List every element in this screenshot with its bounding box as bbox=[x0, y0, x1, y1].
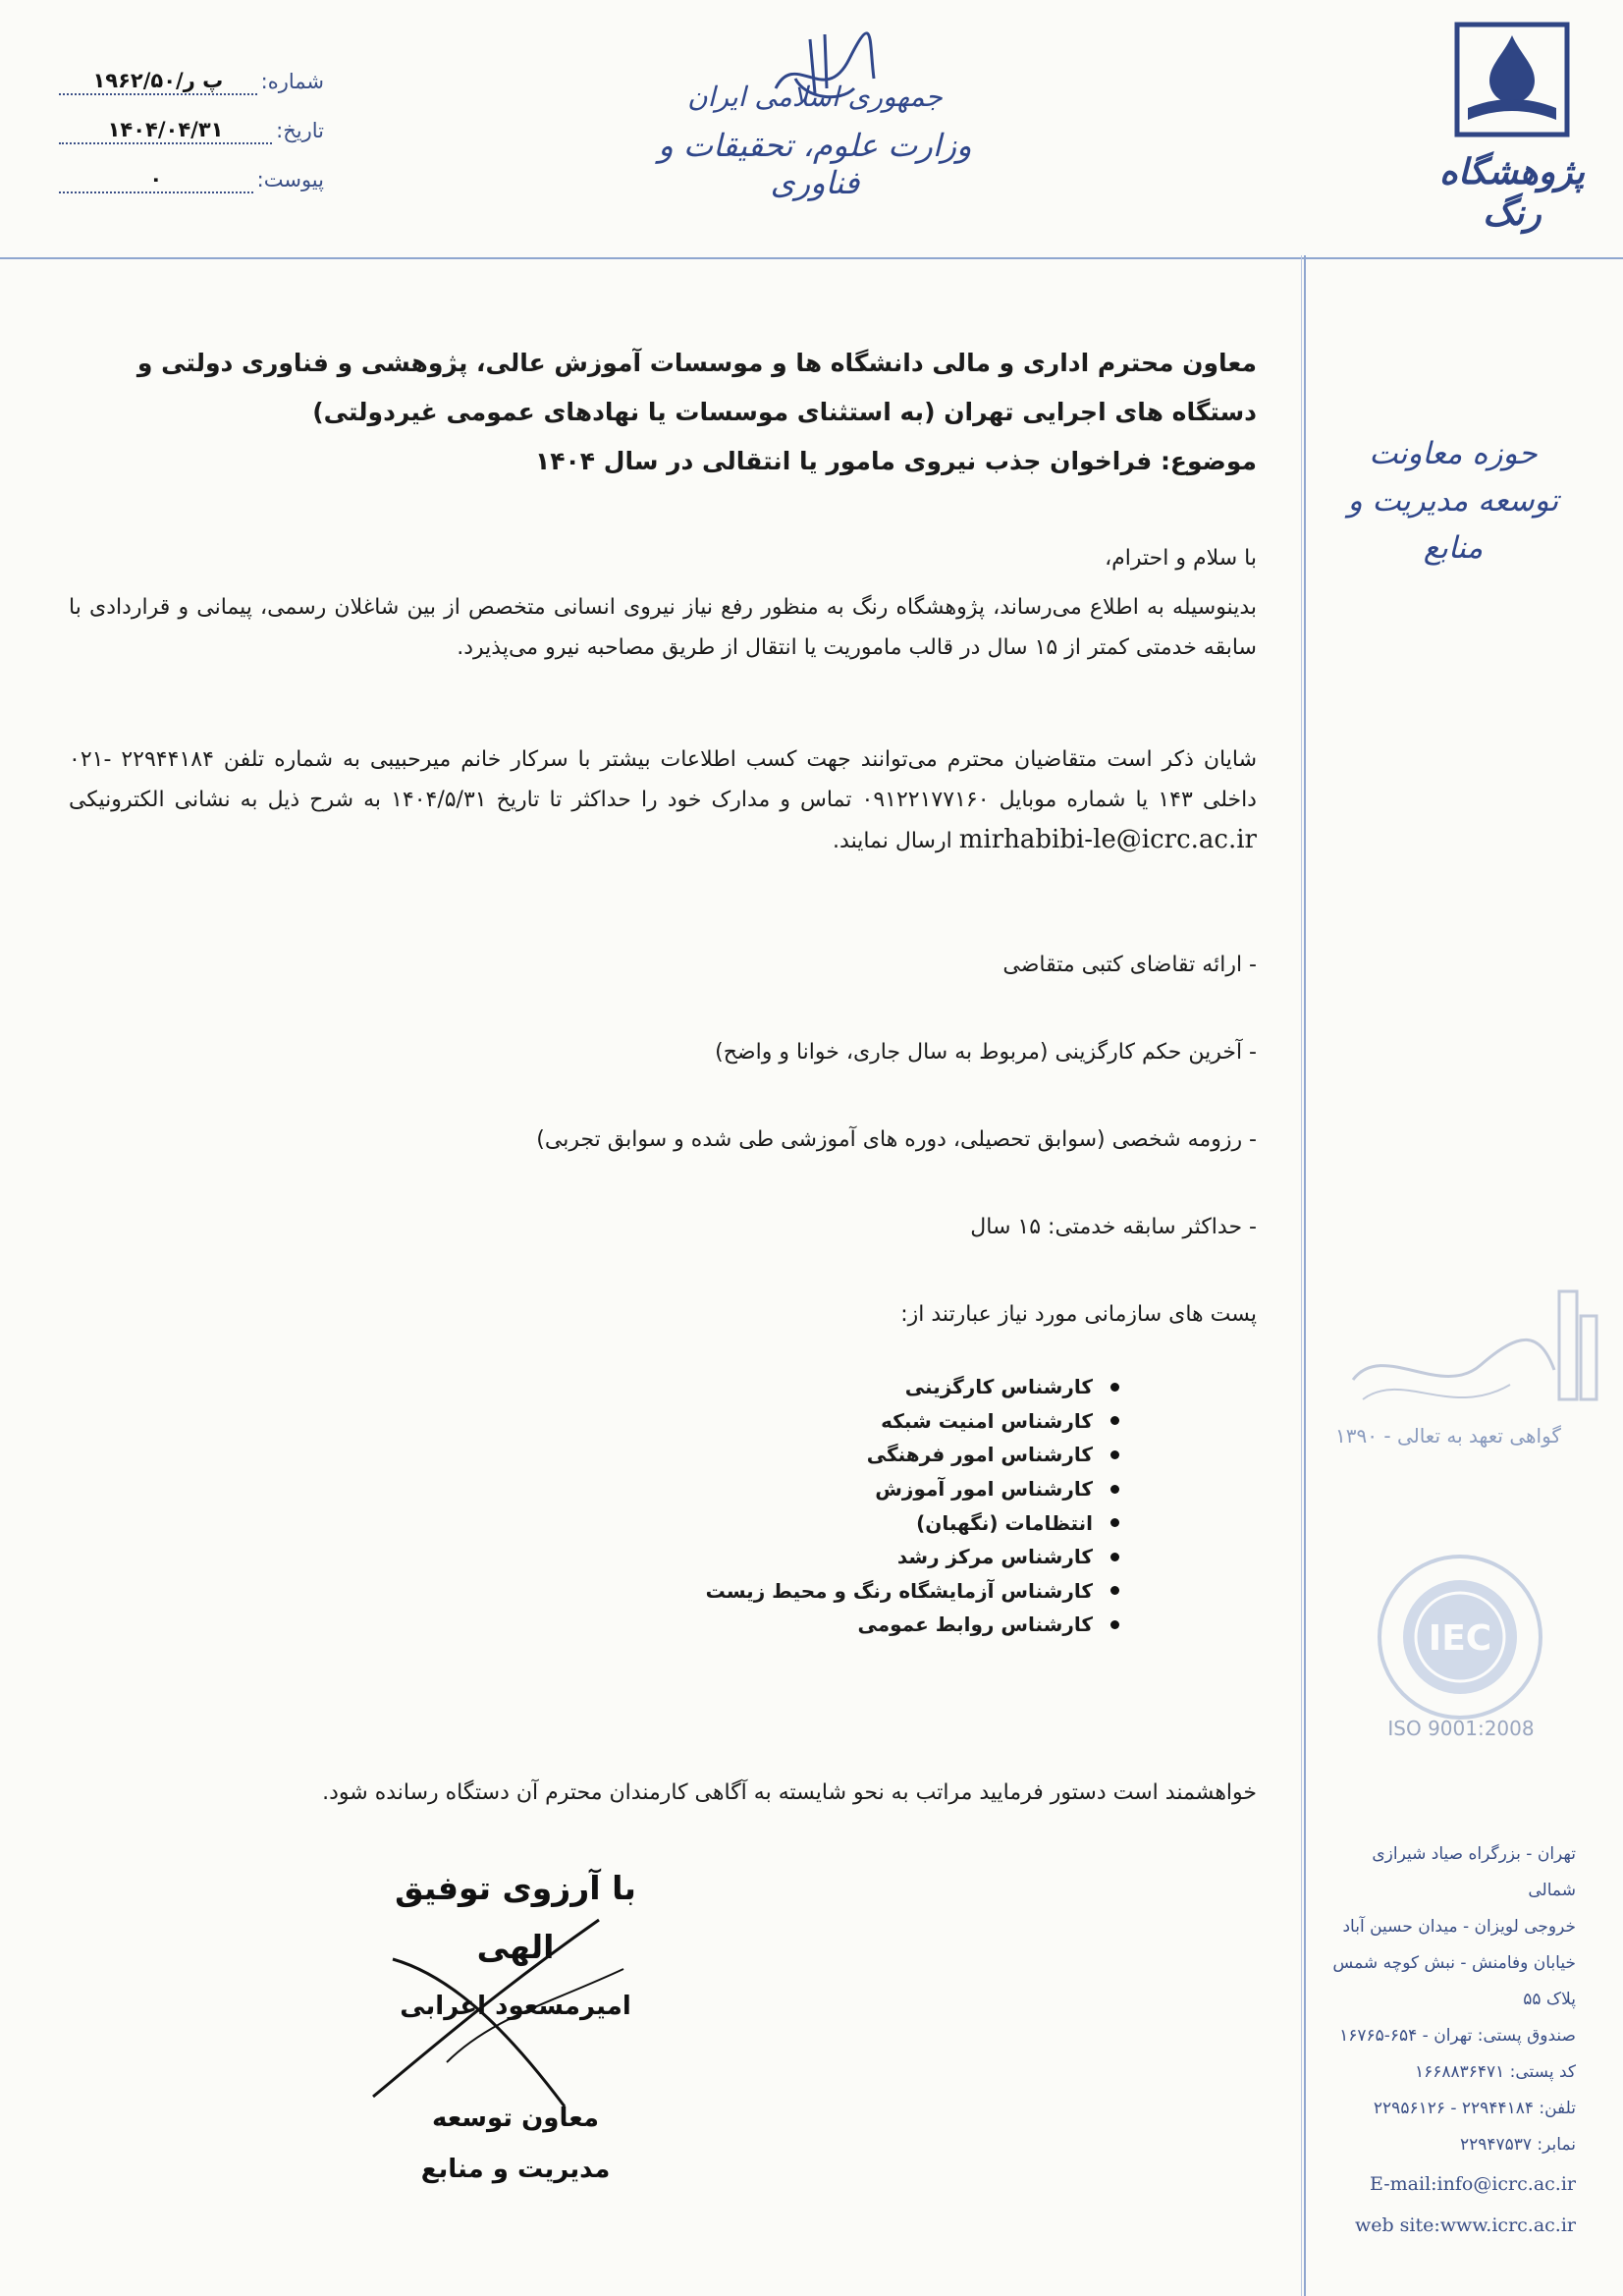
attachment-label: پیوست: bbox=[256, 168, 324, 191]
subject-line: موضوع: فراخوان جذب نیروی مامور یا انتقالی در سال ۱۴۰۴ bbox=[535, 447, 1257, 475]
requirement-item: - آخرین حکم کارگزینی (مربوط به سال جاری، خوانا و واضح) bbox=[715, 1040, 1257, 1065]
requirement-item: - ارائه تقاضای کتبی متقاضی bbox=[1002, 953, 1257, 977]
position-item bbox=[442, 1574, 1119, 1609]
position-label: کارشناس امور فرهنگی bbox=[866, 1443, 1093, 1467]
department-title bbox=[1321, 430, 1586, 572]
sidebar-divider-inner bbox=[1301, 255, 1302, 2296]
paragraph-contact-text: شایان ذکر است متقاضیان محترم می‌توانند جهت کسب اطلاعات بیشتر با سرکار خانم میرحبیبی به شماره تلفن ۲۲۹۴۴۱۸۴ -۰۲۱ داخلی ۱۴۳ یا شماره موبایل ۰۹۱۲۲۱۷۷۱۶۰ تماس و مدارک خود را حداکثر تا تاریخ ۱۴۰۴/۵/۳۱ به شرح ذیل به نشانی الکترونیکی bbox=[69, 747, 1258, 812]
greeting: با سلام و احترام، bbox=[1105, 546, 1257, 571]
iso-certification: ISO 9001:2008 bbox=[1387, 1717, 1535, 1740]
bullet-icon bbox=[1110, 1485, 1119, 1494]
phone: تلفن: ۲۲۹۴۴۱۸۴ - ۲۲۹۵۶۱۲۶ bbox=[1373, 2099, 1576, 2118]
po-box: صندوق پستی: تهران - ۶۵۴-۱۶۷۶۵ bbox=[1339, 2026, 1576, 2046]
certificate-caption: گواهی تعهد به تعالی - ۱۳۹۰ bbox=[1335, 1424, 1561, 1448]
postal-code: کد پستی: ۱۶۶۸۸۳۶۴۷۱ bbox=[1414, 2062, 1576, 2082]
department-line1: حوزه معاونت bbox=[1369, 436, 1538, 471]
position-label: کارشناس روابط عمومی bbox=[857, 1613, 1093, 1637]
position-item bbox=[442, 1505, 1119, 1540]
position-item bbox=[442, 1540, 1119, 1574]
number-value: ۱۹۶۲/۵۰/پ ر bbox=[59, 68, 257, 95]
closing-request: خواهشمند است دستور فرمایید مراتب به نحو شایسته به آگاهی کارمندان محترم آن دستگاه رسانده شود. bbox=[322, 1780, 1257, 1805]
position-label: کارشناس آزمایشگاه رنگ و محیط زیست bbox=[705, 1578, 1093, 1603]
paragraph-intro: بدینوسیله به اطلاع می‌رساند، پژوهشگاه رنگ به منظور رفع نیاز نیروی انسانی متخصص از بین شاغلان رسمی، پیمانی و قراردادی با سابقه خدمتی کمتر از ۱۵ سال در قالب ماموریت یا انتقال از طریق مصاحبه نیرو می‌پذیرد. bbox=[69, 595, 1257, 660]
signatory-title-line1: معاون توسعه bbox=[431, 2104, 599, 2133]
department-line2: توسعه مدیریت و منابع bbox=[1347, 483, 1559, 566]
position-item bbox=[442, 1438, 1119, 1472]
recipient-block bbox=[69, 339, 1257, 486]
ministry-line2: وزارت علوم، تحقیقات و فناوری bbox=[658, 127, 972, 201]
bullet-icon bbox=[1110, 1518, 1119, 1527]
sidebar-divider bbox=[1304, 255, 1306, 2296]
signature-block bbox=[353, 1859, 677, 2197]
date-label: تاریخ: bbox=[276, 119, 324, 142]
positions-list bbox=[442, 1370, 1119, 1642]
attachment-row bbox=[59, 155, 324, 204]
bullet-icon bbox=[1110, 1450, 1119, 1459]
institute-emblem-icon bbox=[1454, 22, 1570, 137]
paragraph-contact-end: ارسال نمایند. bbox=[833, 829, 952, 853]
position-item bbox=[442, 1472, 1119, 1506]
number-row bbox=[59, 57, 324, 106]
institute-website-link[interactable]: web site:www.icrc.ac.ir bbox=[1354, 2214, 1576, 2236]
attachment-value: ۰ bbox=[59, 166, 253, 193]
iec-seal-icon bbox=[1375, 1552, 1546, 1723]
institute-name: پژوهشگاه رنگ bbox=[1438, 151, 1586, 234]
position-label: کارشناس کارگزینی bbox=[904, 1375, 1093, 1399]
bullet-icon bbox=[1110, 1383, 1119, 1392]
position-item bbox=[442, 1608, 1119, 1642]
position-item bbox=[442, 1404, 1119, 1439]
positions-intro: پست های سازمانی مورد نیاز عبارتند از: bbox=[900, 1302, 1257, 1327]
address-line4: پلاک ۵۵ bbox=[1523, 1990, 1576, 2009]
recipient-line1: معاون محترم اداری و مالی دانشگاه ها و موسسات آموزش عالی، پژوهشی و فناوری دولتی و bbox=[136, 349, 1257, 377]
svg-text:IEC: IEC bbox=[1428, 1618, 1492, 1659]
fax: نمابر: ۲۲۹۴۷۵۳۷ bbox=[1459, 2135, 1576, 2155]
position-label: کارشناس امور آموزش bbox=[875, 1477, 1093, 1502]
recipient-line2: دستگاه های اجرایی تهران (به استثنای موسسات یا نهادهای عمومی غیردولتی) bbox=[312, 398, 1257, 426]
ministry-title bbox=[628, 81, 1001, 201]
signatory-title-line2: مدیریت و منابع bbox=[420, 2155, 611, 2184]
number-label: شماره: bbox=[260, 70, 324, 93]
letter-meta bbox=[59, 57, 324, 204]
bullet-icon bbox=[1110, 1553, 1119, 1561]
address-line2: خروجی لویزان - میدان حسین آباد bbox=[1342, 1917, 1576, 1937]
bullet-icon bbox=[1110, 1416, 1119, 1425]
position-item bbox=[442, 1370, 1119, 1404]
institute-email-link[interactable]: E-mail:info@icrc.ac.ir bbox=[1370, 2173, 1576, 2195]
requirement-item: - حداکثر سابقه خدمتی: ۱۵ سال bbox=[970, 1215, 1257, 1239]
header-divider bbox=[0, 257, 1623, 259]
position-label: کارشناس مرکز رشد bbox=[896, 1545, 1093, 1569]
date-row bbox=[59, 106, 324, 155]
position-label: انتظامات (نگهبان) bbox=[916, 1510, 1093, 1535]
contact-block bbox=[1330, 1836, 1576, 2246]
requirement-item: - رزومه شخصی (سوابق تحصیلی، دوره های آموزشی طی شده و سوابق تجربی) bbox=[536, 1127, 1257, 1152]
signature-wish: با آرزوی توفیق الهی bbox=[395, 1869, 636, 1966]
ministry-line1: جمهوری اسلامی ایران bbox=[687, 81, 943, 113]
paragraph-contact bbox=[69, 739, 1257, 861]
address-line3: خیابان وفامنش - نبش کوچه شمس bbox=[1332, 1953, 1576, 1973]
address-line1: تهران - بزرگراه صیاد شیرازی شمالی bbox=[1372, 1844, 1576, 1900]
signatory-name: امیرمسعود اعرابی bbox=[400, 1992, 631, 2021]
date-value: ۱۴۰۴/۰۴/۳۱ bbox=[59, 117, 272, 144]
bullet-icon bbox=[1110, 1586, 1119, 1595]
position-label: کارشناس امنیت شبکه bbox=[881, 1408, 1093, 1433]
bullet-icon bbox=[1110, 1620, 1119, 1629]
institute-logo bbox=[1438, 22, 1586, 234]
contact-email-link[interactable]: mirhabibi-le@icrc.ac.ir bbox=[958, 825, 1257, 854]
